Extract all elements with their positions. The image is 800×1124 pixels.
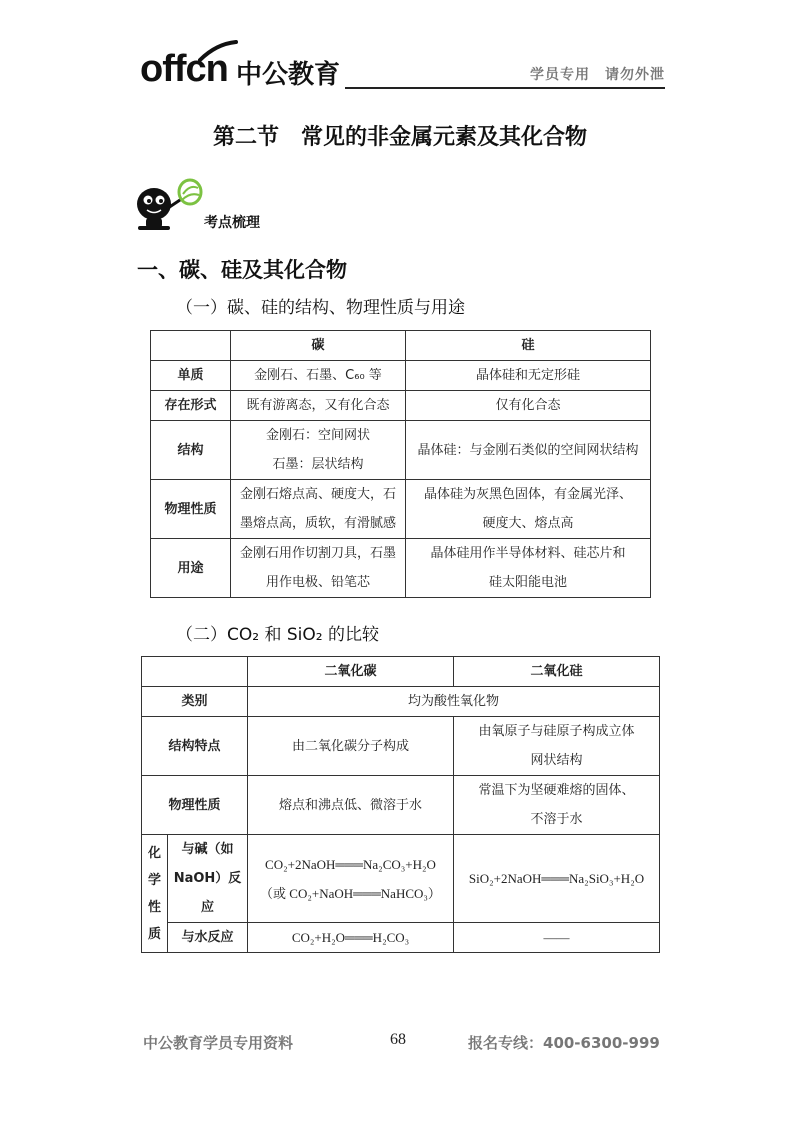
cell-line: 应: [200, 900, 214, 915]
carbon-cell: [231, 539, 406, 598]
co2-cell: [248, 776, 454, 835]
row-label: 单质: [151, 361, 231, 391]
cell-line: 不溶于水: [530, 812, 583, 827]
carbon-cell: [231, 391, 406, 421]
carbon-cell: [231, 361, 406, 391]
silicon-cell: [406, 480, 651, 539]
table-row: [151, 421, 651, 480]
subheading-structure: （一）碳、硅的结构、物理性质与用途: [176, 298, 465, 318]
row-label: 存在形式: [151, 391, 231, 421]
row-label: 结构: [151, 421, 231, 480]
cell-line: （或 CO₂+NaOH═══NaHCO₃）: [260, 885, 441, 901]
cell-line: SiO₂+2NaOH═══Na₂SiO₃+H₂O: [468, 871, 645, 886]
cell-line: NaOH）反: [173, 871, 242, 886]
cell-line: 仅有化合态: [495, 398, 561, 413]
table-carbon-silicon: [150, 330, 651, 598]
cell-line: 墨熔点高，质软，有滑腻感: [239, 516, 396, 531]
header-cell: 二氧化硅: [454, 657, 660, 687]
table-row: [151, 391, 651, 421]
silicon-cell: [406, 391, 651, 421]
cell-line: 熔点和沸点低、微溶于水: [278, 797, 422, 813]
table-row: [142, 923, 660, 953]
table-row: [142, 835, 660, 923]
cell-line: 晶体硅和无定形硅: [475, 368, 580, 383]
heading-carbon-silicon: 一、碳、硅及其化合物: [137, 258, 347, 282]
footer-left: 中公教育学员专用资料: [143, 1034, 294, 1052]
table-row: [151, 361, 651, 391]
cell-line: 石墨：层状结构: [272, 457, 364, 472]
row-label: 用途: [151, 539, 231, 598]
silicon-cell: [406, 361, 651, 391]
cell-line: 晶体硅用作半导体材料、硅芯片和: [430, 546, 626, 561]
sio2-cell: [454, 776, 660, 835]
logo-swoosh-icon: [198, 40, 238, 62]
sio2-cell: ——: [454, 923, 660, 953]
carbon-cell: [231, 421, 406, 480]
cell-line: 金刚石熔点高、硬度大，石: [239, 487, 396, 502]
cell-line: 网状结构: [530, 753, 583, 768]
header-cell: [151, 331, 231, 361]
cell-line: 由二氧化碳分子构成: [291, 738, 409, 754]
cell-line: 性: [147, 899, 161, 915]
table-header-row: [151, 331, 651, 361]
cell-line: 晶体硅：与金刚石类似的空间网状结构: [417, 442, 639, 458]
row-label: 结构特点: [142, 717, 248, 776]
chem-properties-label: [142, 835, 168, 953]
cell-line: CO₂+2NaOH═══Na₂CO₃+H₂O: [265, 856, 436, 872]
cell-line: 硬度大、熔点高: [482, 516, 574, 531]
sio2-cell: [454, 717, 660, 776]
header-note: 学员专用 请勿外泄: [530, 67, 665, 83]
table-co2-sio2: [141, 656, 660, 953]
page-number: 68: [390, 1031, 406, 1048]
silicon-cell: [406, 421, 651, 480]
cell-line: 学: [147, 872, 161, 888]
category-value: 均为酸性氧化物: [248, 687, 660, 717]
header-cell: 碳: [231, 331, 406, 361]
header-cell: 二氧化碳: [248, 657, 454, 687]
logo-name: 中公教育: [236, 60, 341, 90]
silicon-cell: [406, 539, 651, 598]
cell-line: 质: [147, 926, 161, 942]
header-cell: [142, 657, 248, 687]
table-row: [151, 480, 651, 539]
cell-line: 金刚石用作切割刀具，石墨: [239, 546, 396, 561]
table-row: [142, 776, 660, 835]
footer-hotline: 报名专线：400-6300-999: [468, 1034, 660, 1052]
cell-line: 与碱（如: [181, 842, 234, 857]
page-header: [140, 40, 665, 92]
mascot-icon: [132, 178, 208, 234]
table-row: [142, 687, 660, 717]
carbon-cell: [231, 480, 406, 539]
row-label: [168, 835, 248, 923]
table-row: [151, 539, 651, 598]
co2-cell: CO₂+H₂O═══H₂CO₃: [248, 923, 454, 953]
co2-cell: [248, 835, 454, 923]
cell-line: 化: [147, 845, 161, 861]
sio2-cell: [454, 835, 660, 923]
row-label: 与水反应: [168, 923, 248, 953]
cell-line: 常温下为坚硬难熔的固体、: [478, 783, 635, 798]
cell-line: 金刚石、石墨、C₆₀ 等: [254, 368, 382, 383]
cell-line: 既有游离态，又有化合态: [246, 398, 390, 413]
header-rule: [345, 87, 665, 89]
cell-line: 用作电极、铅笔芯: [265, 575, 370, 590]
row-label: 类别: [142, 687, 248, 717]
cell-line: 由氧原子与硅原子构成立体: [478, 724, 635, 739]
cell-line: 硅太阳能电池: [488, 575, 567, 590]
cell-line: 金刚石：空间网状: [265, 428, 370, 443]
logo-wordmark: offcn: [140, 48, 228, 90]
subheading-comparison: （二）CO₂ 和 SiO₂ 的比较: [176, 625, 379, 645]
section-badge: 考点梳理: [204, 215, 260, 231]
row-label: 物理性质: [151, 480, 231, 539]
co2-cell: [248, 717, 454, 776]
page-title: 第二节 常见的非金属元素及其化合物: [212, 125, 587, 150]
table-header-row: [142, 657, 660, 687]
table-row: [142, 717, 660, 776]
header-cell: 硅: [406, 331, 651, 361]
cell-line: 晶体硅为灰黑色固体，有金属光泽、: [423, 487, 632, 502]
row-label: 物理性质: [142, 776, 248, 835]
